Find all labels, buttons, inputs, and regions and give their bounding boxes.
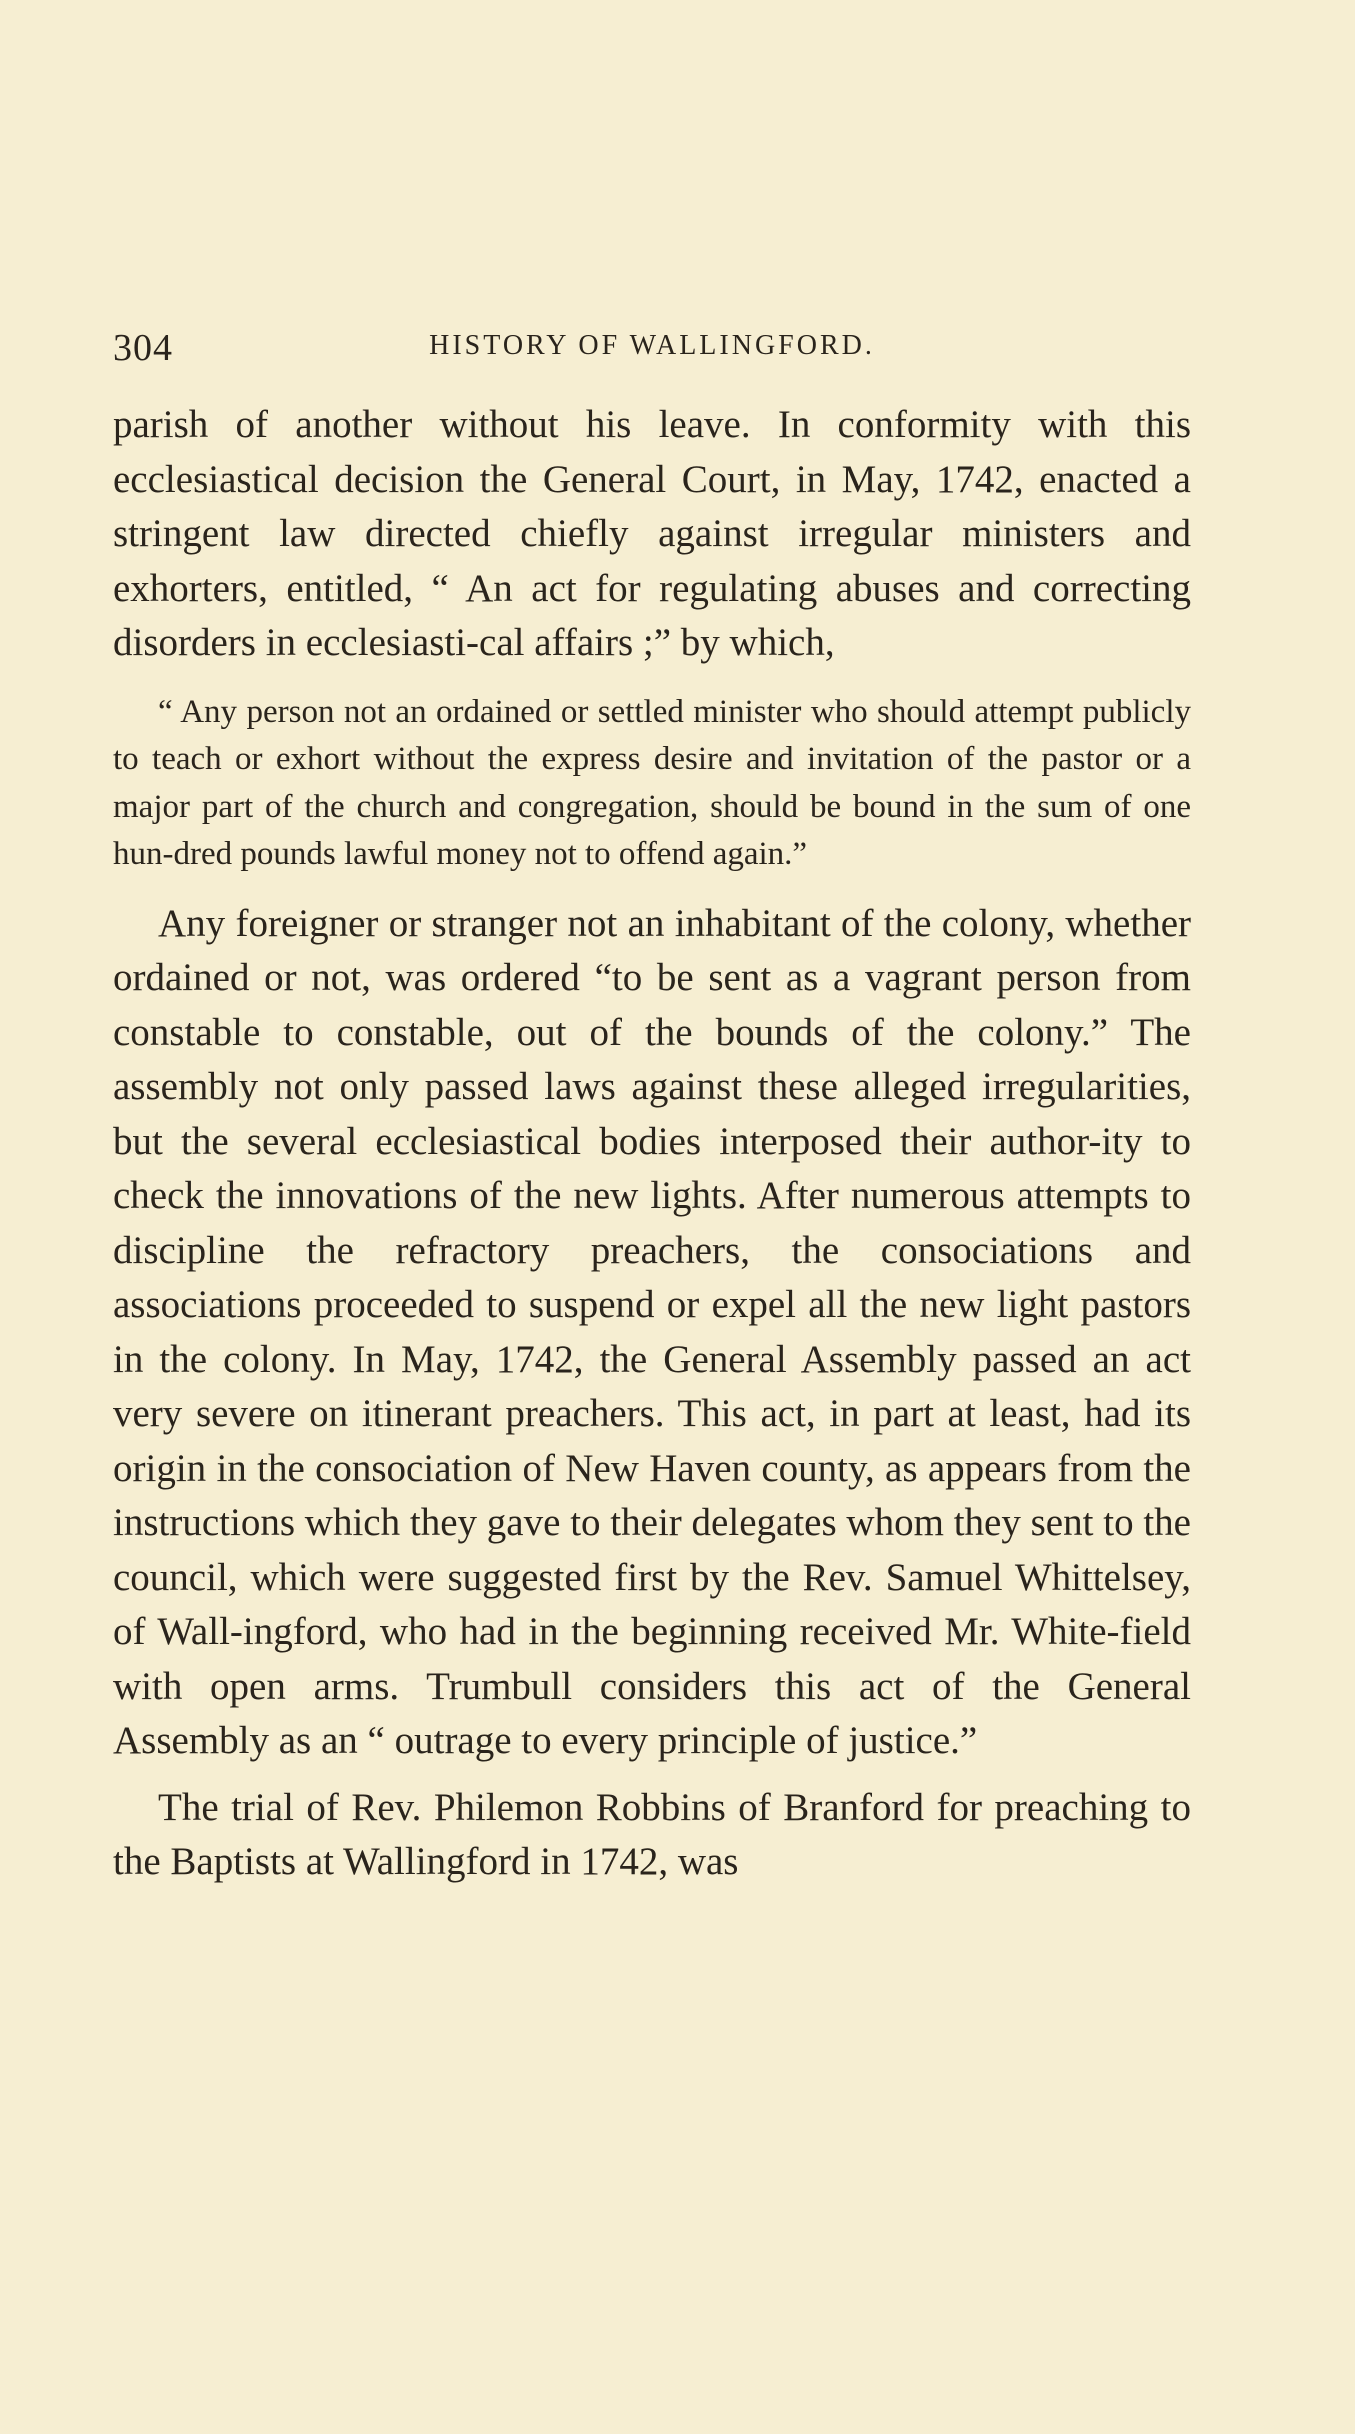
block-quote: “ Any person not an ordained or settled minister who should attempt publicly to teach or exhort without the express desire and invitation of the pastor or a major part of the church and congregation, should be bound in the sum of one hun-dred pounds lawful money not to offend again.” — [113, 693, 1191, 872]
page-number: 304 — [113, 327, 173, 369]
running-title: HISTORY OF WALLINGFORD. — [429, 330, 875, 361]
paragraph-gap — [113, 1769, 1191, 1781]
paragraph-1: parish of another without his leave. In conformity with this ecclesiastical decision the General Court, in May, 1742, enacted a stringent law directed chiefly against irregular ministers and exhorters, entitled, “ An act for regulating abuses and correcting disorders in ecclesiasti-cal affairs ;” by which, — [113, 403, 1191, 664]
book-page — [113, 0, 1191, 2434]
paragraph-3: The trial of Rev. Philemon Robbins of Branford for preaching to the Baptists at Wallingford in 1742, was — [113, 1785, 1191, 1883]
paragraph-2: Any foreigner or stranger not an inhabitant of the colony, whether ordained or not, was ordered “to be sent as a vagrant person from constable to constable, out of the bounds of the colony.” The assembly not only passed laws against these alleged irregularities, but the several ecclesiastical bodies interposed their author-ity to check the innovations of the new lights. After numerous attempts to discipline the refractory preachers, the consociations and associations proceeded to suspend or expel all the new light pastors in the colony. In May, 1742, the General Assembly passed an act very severe on itinerant preachers. This act, in part at least, had its origin in the consociation of New Haven county, as appears from the instructions which they gave to their delegates whom they sent to the council, which were suggested first by the Rev. Samuel Whittelsey, of Wall-ingford, who had in the beginning received Mr. White-field with open arms. Trumbull considers this act of the General Assembly as an “ outrage to every principle of justice.” — [113, 901, 1191, 1762]
running-head — [113, 326, 1191, 374]
body-text — [113, 398, 1191, 1890]
